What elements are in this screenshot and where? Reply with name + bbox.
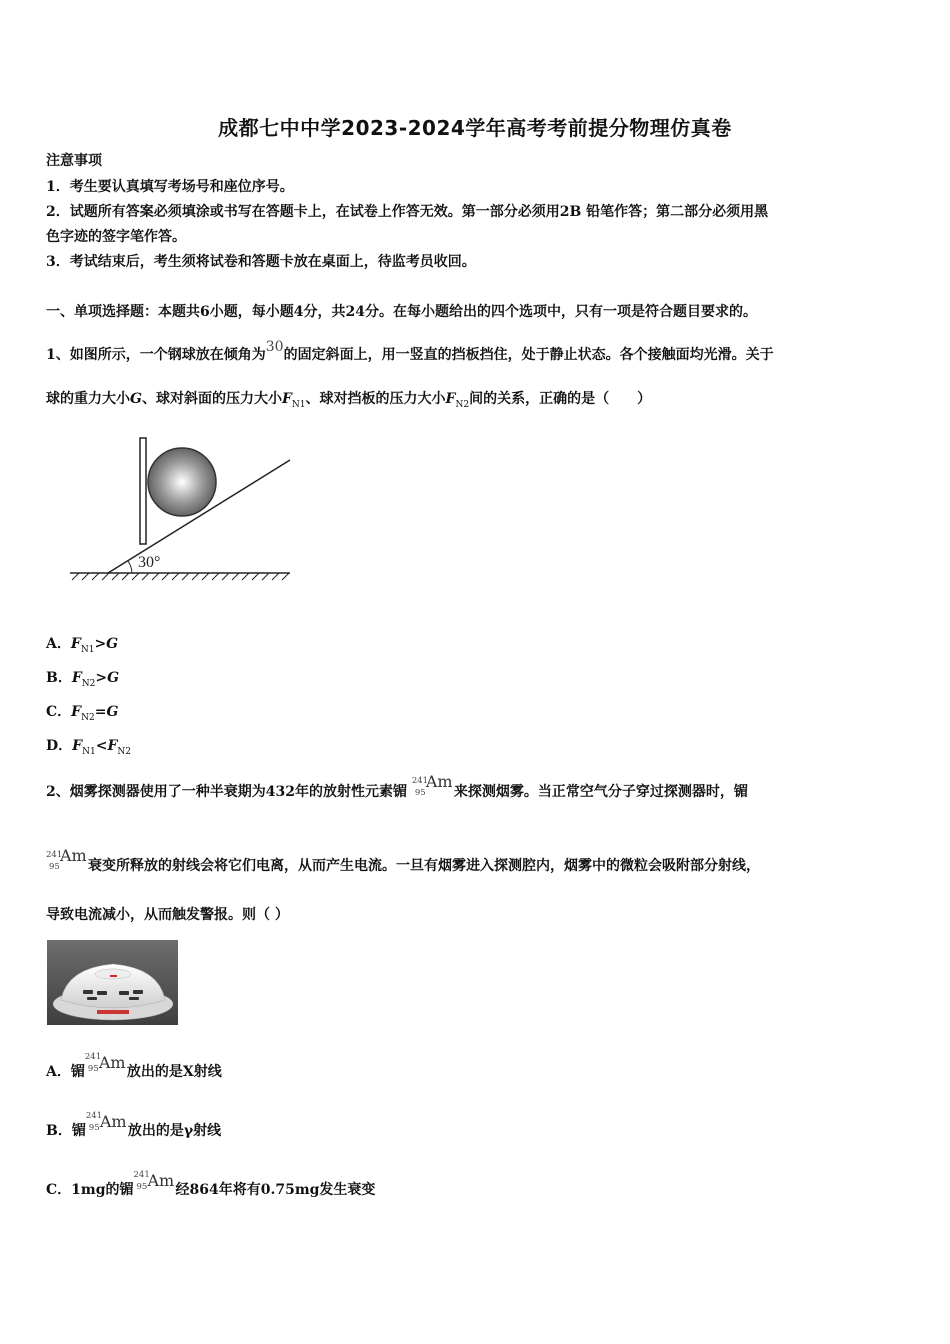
angle-arc xyxy=(128,561,132,573)
q1-option-b[interactable] xyxy=(46,667,119,689)
smoke-detector-photo xyxy=(47,940,178,1025)
nuclide-am241: 241 95 Am xyxy=(411,772,453,798)
symbol-F: F xyxy=(71,670,82,686)
option-label: A． xyxy=(46,636,71,652)
relation: < xyxy=(95,738,108,754)
q1-l2-c: 、球对挡板的压力大小 xyxy=(305,391,446,407)
nuclide-am241: 241 95 Am xyxy=(84,1052,126,1074)
q1-option-d[interactable] xyxy=(46,735,131,757)
subscript-N1: N1 xyxy=(80,644,95,655)
q1-l2-d: 间的关系，正确的是（ ） xyxy=(469,391,652,407)
subscript-N1: N1 xyxy=(291,399,306,410)
notice-item-2-line-2: 色字迹的签字笔作答。 xyxy=(46,229,186,245)
option-label: C． xyxy=(46,704,72,720)
question-2-line-2 xyxy=(46,846,760,876)
nuclide-am241: 241 95 Am xyxy=(46,846,87,872)
q1-text-a: 1、如图所示，一个钢球放在倾角为 xyxy=(46,347,266,363)
option-text: A．镅 xyxy=(46,1064,85,1080)
relation: =G xyxy=(94,704,119,720)
option-label: D． xyxy=(46,738,73,754)
subscript-N2: N2 xyxy=(81,678,96,689)
symbol-F: F xyxy=(445,391,456,407)
nuclide-am241: 241 95 Am xyxy=(85,1111,127,1133)
q2-l2-b: 衰变所释放的射线会将它们电离，从而产生电流。一旦有烟雾进入探测腔内，烟雾中的微粒会吸附部分射线， xyxy=(88,858,760,874)
option-text: 经864年将有0.75mg发生衰变 xyxy=(175,1182,376,1198)
question-2-line-1 xyxy=(46,772,748,802)
q2-option-b[interactable] xyxy=(46,1111,221,1141)
q1-option-c[interactable] xyxy=(46,701,118,723)
subscript-N2: N2 xyxy=(117,746,131,757)
symbol-F: F xyxy=(281,391,292,407)
incline-ball-figure xyxy=(60,430,300,590)
option-label: B． xyxy=(46,670,72,686)
symbol-F: F xyxy=(70,636,81,652)
option-text: 放出的是X射线 xyxy=(126,1064,222,1080)
notice-item-2-line-1: 2．试题所有答案必须填涂或书写在答题卡上，在试卷上作答无效。第一部分必须用2B 铅笔作答；第二部分必须用黑 xyxy=(46,204,769,220)
q2-option-c[interactable] xyxy=(46,1170,375,1200)
q1-l2-b: 、球对斜面的压力大小 xyxy=(141,391,282,407)
notice-heading: 注意事项 xyxy=(46,153,102,169)
question-1-line-1 xyxy=(46,338,774,364)
notice-item-1: 1．考生要认真填写考场号和座位序号。 xyxy=(46,179,294,195)
option-text: 放出的是γ射线 xyxy=(127,1123,222,1139)
symbol-F: F xyxy=(72,738,83,754)
symbol-G: G xyxy=(130,391,142,407)
symbol-F: F xyxy=(107,738,118,754)
q2-l1-b: 来探测烟雾。当正常空气分子穿过探测器时，镅 xyxy=(453,784,748,800)
relation: >G xyxy=(94,636,119,652)
subscript-N1: N1 xyxy=(82,746,96,757)
q1-option-a[interactable] xyxy=(46,633,118,655)
subscript-N2: N2 xyxy=(455,399,470,410)
ground-hatching xyxy=(72,573,289,580)
relation: >G xyxy=(95,670,120,686)
option-text: C．1mg的镅 xyxy=(46,1182,134,1198)
q1-text-b: 的固定斜面上，用一竖直的挡板挡住，处于静止状态。各个接触面均光滑。关于 xyxy=(283,347,774,363)
question-1-line-2 xyxy=(46,390,651,414)
steel-ball xyxy=(148,448,216,516)
section-1-heading: 一、单项选择题：本题共6小题，每小题4分，共24分。在每小题给出的四个选项中，只有一项是符合题目要求的。 xyxy=(46,304,757,320)
nuclide-am241: 241 95 Am xyxy=(133,1170,175,1192)
vertical-baffle xyxy=(140,438,146,544)
angle-label: 30° xyxy=(138,554,161,571)
q1-l2-a: 球的重力大小 xyxy=(46,391,130,407)
q1-angle: 30 xyxy=(265,339,284,355)
q2-option-a[interactable] xyxy=(46,1052,222,1082)
option-text: B．镅 xyxy=(46,1123,86,1139)
symbol-F: F xyxy=(71,704,82,720)
subscript-N2: N2 xyxy=(81,712,95,723)
question-2-line-3: 导致电流减小，从而触发警报。则（ ） xyxy=(46,907,289,923)
q2-l1-a: 2、烟雾探测器使用了一种半衰期为432年的放射性元素镅 xyxy=(46,784,407,800)
page-title: 成都七中中学2023-2024学年高考考前提分物理仿真卷 xyxy=(218,116,732,140)
notice-item-3: 3．考试结束后，考生须将试卷和答题卡放在桌面上，待监考员收回。 xyxy=(46,254,476,270)
